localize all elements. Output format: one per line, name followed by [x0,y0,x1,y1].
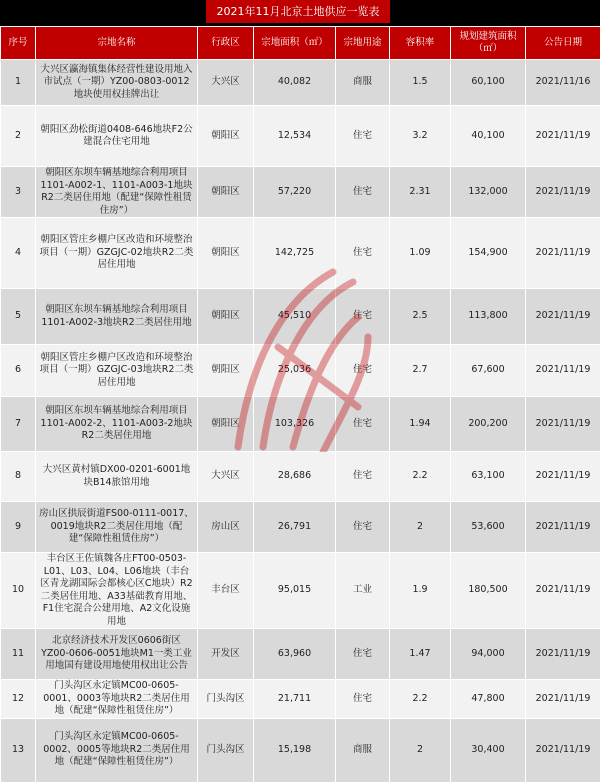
cell-announcement-date: 2021/11/19 [526,452,600,502]
cell-announcement-date: 2021/11/19 [526,397,600,452]
table-row [1,553,600,629]
cell-row-number: 1 [1,60,36,106]
cell-floor-area-ratio: 3.2 [390,106,451,167]
table-row [1,60,600,106]
cell-planned-gfa: 180,500 [451,553,526,629]
cell-row-number: 4 [1,218,36,289]
cell-land-name: 朝阳区管庄乡棚户区改造和环境整治项目（一期）GZGJC-02地块R2二类居住用地 [36,218,198,289]
land-supply-table [0,26,600,783]
cell-district: 丰台区 [198,553,254,629]
cell-district: 朝阳区 [198,397,254,452]
cell-land-name: 大兴区瀛海镇集体经营性建设用地入市试点（一期）YZ00-0803-0012地块使用权挂牌出让 [36,60,198,106]
cell-land-area: 45,510 [254,289,336,345]
table-row [1,629,600,680]
cell-planned-gfa: 132,000 [451,167,526,218]
cell-announcement-date: 2021/11/19 [526,629,600,680]
table-title: 2021年11月北京土地供应一览表 [206,0,390,23]
cell-land-use: 住宅 [336,345,390,397]
cell-floor-area-ratio: 2.31 [390,167,451,218]
cell-floor-area-ratio: 1.9 [390,553,451,629]
cell-district: 大兴区 [198,60,254,106]
cell-announcement-date: 2021/11/19 [526,718,600,782]
cell-land-area: 142,725 [254,218,336,289]
cell-land-name: 朝阳区劲松街道0408-646地块F2公建混合住宅用地 [36,106,198,167]
cell-announcement-date: 2021/11/19 [526,218,600,289]
cell-land-name: 朝阳区东坝车辆基地综合利用项目1101-A002-1、1101-A003-1地块R2二类居住用地（配建“保障性租赁住房”） [36,167,198,218]
cell-planned-gfa: 200,200 [451,397,526,452]
cell-district: 开发区 [198,629,254,680]
cell-row-number: 12 [1,680,36,719]
cell-land-use: 商服 [336,718,390,782]
cell-district: 门头沟区 [198,718,254,782]
col-header-use: 宗地用途 [336,27,390,60]
cell-row-number: 3 [1,167,36,218]
cell-announcement-date: 2021/11/19 [526,167,600,218]
cell-land-name: 门头沟区永定镇MC00-0605-0001、0003等地块R2二类居住用地（配建“保障性租赁住房”） [36,680,198,719]
cell-land-use: 住宅 [336,680,390,719]
cell-land-name: 门头沟区永定镇MC00-0605-0002、0005等地块R2二类居住用地（配建“保障性租赁住房”） [36,718,198,782]
cell-row-number: 7 [1,397,36,452]
col-header-no: 序号 [1,27,36,60]
cell-land-name: 丰台区王佐镇魏各庄FT00-0503-L01、L03、L04、L06地块（丰台区青龙湖国际会都核心区C地块）R2二类居住用地、A33基础教育用地、F1住宅混合公建用地、A2文化设施用地 [36,553,198,629]
cell-land-use: 住宅 [336,106,390,167]
cell-planned-gfa: 47,800 [451,680,526,719]
cell-row-number: 5 [1,289,36,345]
cell-planned-gfa: 94,000 [451,629,526,680]
cell-land-area: 26,791 [254,502,336,553]
cell-land-name: 大兴区黄村镇DX00-0201-6001地块B14旅馆用地 [36,452,198,502]
cell-floor-area-ratio: 2 [390,502,451,553]
cell-land-use: 工业 [336,553,390,629]
cell-row-number: 9 [1,502,36,553]
cell-land-use: 住宅 [336,397,390,452]
cell-announcement-date: 2021/11/16 [526,60,600,106]
cell-land-use: 住宅 [336,502,390,553]
cell-land-area: 103,326 [254,397,336,452]
cell-floor-area-ratio: 1.94 [390,397,451,452]
cell-floor-area-ratio: 2.2 [390,680,451,719]
table-row [1,452,600,502]
table-row [1,680,600,719]
header-row [1,27,600,60]
cell-announcement-date: 2021/11/19 [526,502,600,553]
cell-district: 朝阳区 [198,218,254,289]
cell-land-use: 住宅 [336,167,390,218]
cell-row-number: 13 [1,718,36,782]
cell-announcement-date: 2021/11/19 [526,345,600,397]
cell-planned-gfa: 113,800 [451,289,526,345]
cell-land-area: 28,686 [254,452,336,502]
cell-district: 大兴区 [198,452,254,502]
cell-district: 朝阳区 [198,345,254,397]
table-row [1,345,600,397]
col-header-far: 容积率 [390,27,451,60]
col-header-name: 宗地名称 [36,27,198,60]
cell-announcement-date: 2021/11/19 [526,289,600,345]
title-bar [0,0,600,26]
cell-floor-area-ratio: 2.7 [390,345,451,397]
cell-land-area: 25,036 [254,345,336,397]
cell-land-area: 21,711 [254,680,336,719]
cell-land-name: 北京经济技术开发区0606街区YZ00-0606-0051地块M1一类工业用地国有建设用地使用权出让公告 [36,629,198,680]
cell-land-area: 57,220 [254,167,336,218]
cell-row-number: 2 [1,106,36,167]
cell-district: 房山区 [198,502,254,553]
table-row [1,289,600,345]
cell-land-area: 15,198 [254,718,336,782]
cell-land-use: 住宅 [336,629,390,680]
cell-planned-gfa: 30,400 [451,718,526,782]
cell-announcement-date: 2021/11/19 [526,553,600,629]
cell-floor-area-ratio: 2.2 [390,452,451,502]
cell-announcement-date: 2021/11/19 [526,106,600,167]
cell-planned-gfa: 60,100 [451,60,526,106]
cell-floor-area-ratio: 2.5 [390,289,451,345]
cell-district: 朝阳区 [198,106,254,167]
table-row [1,502,600,553]
cell-row-number: 10 [1,553,36,629]
table-row [1,397,600,452]
cell-land-name: 朝阳区东坝车辆基地综合利用项目1101-A002-2、1101-A003-2地块R2二类居住用地 [36,397,198,452]
cell-land-name: 朝阳区管庄乡棚户区改造和环境整治项目（一期）GZGJC-03地块R2二类居住用地 [36,345,198,397]
table-row [1,167,600,218]
col-header-area: 宗地面积（㎡） [254,27,336,60]
cell-planned-gfa: 154,900 [451,218,526,289]
cell-planned-gfa: 67,600 [451,345,526,397]
cell-land-name: 朝阳区东坝车辆基地综合利用项目1101-A002-3地块R2二类居住用地 [36,289,198,345]
cell-district: 朝阳区 [198,167,254,218]
cell-floor-area-ratio: 1.09 [390,218,451,289]
col-header-district: 行政区 [198,27,254,60]
cell-district: 门头沟区 [198,680,254,719]
cell-land-area: 40,082 [254,60,336,106]
table-row [1,106,600,167]
cell-planned-gfa: 40,100 [451,106,526,167]
cell-row-number: 6 [1,345,36,397]
cell-floor-area-ratio: 1.5 [390,60,451,106]
cell-floor-area-ratio: 1.47 [390,629,451,680]
cell-land-area: 95,015 [254,553,336,629]
cell-land-use: 住宅 [336,289,390,345]
table-body [1,60,600,783]
cell-district: 朝阳区 [198,289,254,345]
cell-announcement-date: 2021/11/19 [526,680,600,719]
cell-floor-area-ratio: 2 [390,718,451,782]
cell-land-use: 住宅 [336,218,390,289]
cell-land-use: 住宅 [336,452,390,502]
cell-land-area: 63,960 [254,629,336,680]
cell-land-use: 商服 [336,60,390,106]
table-row [1,218,600,289]
col-header-date: 公告日期 [526,27,600,60]
cell-planned-gfa: 53,600 [451,502,526,553]
cell-land-area: 12,534 [254,106,336,167]
cell-row-number: 11 [1,629,36,680]
cell-land-name: 房山区拱辰街道FS00-0111-0017、0019地块R2二类居住用地（配建“保障性租赁住房”） [36,502,198,553]
cell-row-number: 8 [1,452,36,502]
cell-planned-gfa: 63,100 [451,452,526,502]
col-header-gfa: 规划建筑面积（㎡） [451,27,526,60]
table-row [1,718,600,782]
